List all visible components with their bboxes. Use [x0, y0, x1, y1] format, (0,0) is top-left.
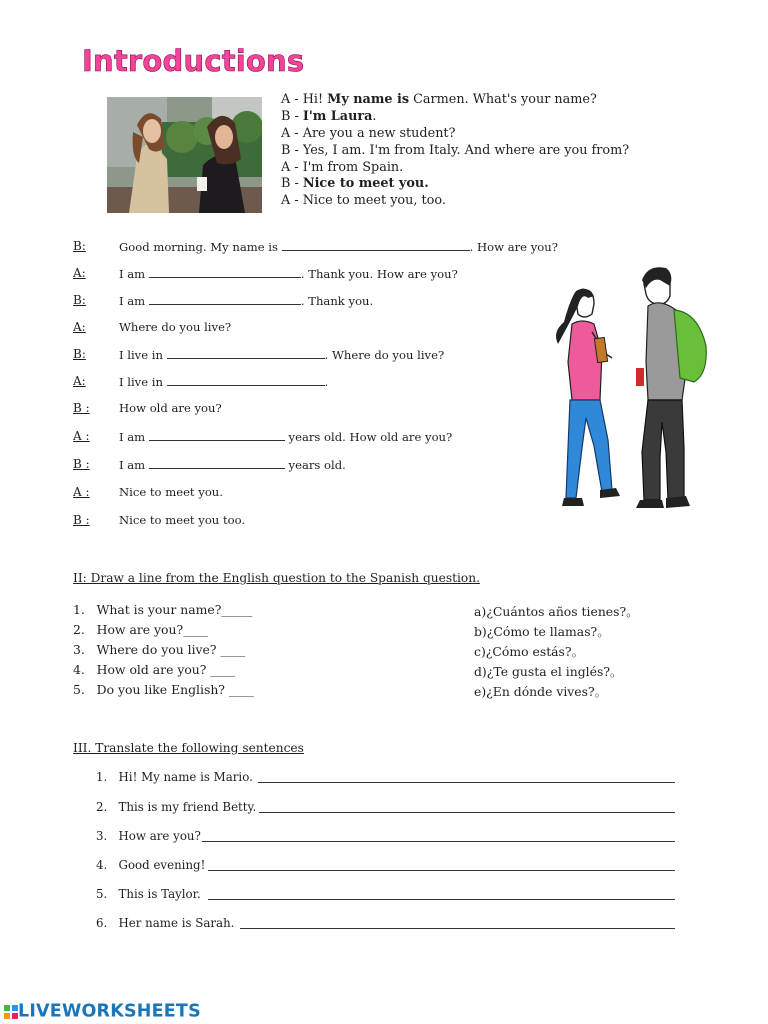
intro-line: A - I'm from Spain. [281, 160, 404, 175]
students-photo [107, 97, 262, 213]
speaker-label: B: [73, 347, 86, 361]
spanish-option[interactable]: d)¿Te gusta el inglés?。 [474, 664, 623, 679]
answer-blank[interactable] [149, 266, 301, 278]
speaker-label: B : [73, 401, 90, 415]
question-item: 3. Where do you live? ____ [73, 642, 246, 657]
speaker-label: B: [73, 239, 86, 253]
speaker-label: A : [73, 485, 90, 499]
dialogue-line: Nice to meet you. [119, 485, 223, 499]
translation-item: 6. Her name is Sarah. [96, 916, 235, 930]
speaker-label: B : [73, 513, 90, 527]
answer-blank[interactable] [149, 293, 301, 305]
logo-text: LIVEWORKSHEETS [18, 1001, 201, 1022]
answer-line[interactable] [208, 899, 675, 900]
dialogue-line: Good morning. My name is . How are you? [119, 240, 558, 254]
spanish-option[interactable]: c)¿Cómo estás?。 [474, 644, 584, 659]
question-item: 2. How are you?____ [73, 622, 208, 637]
intro-line: B - I'm Laura. [281, 109, 377, 124]
answer-line[interactable] [208, 870, 675, 871]
logo-grid-icon [4, 1005, 18, 1019]
question-item: 1. What is your name?_____ [73, 602, 253, 617]
answer-blank[interactable] [149, 457, 285, 469]
answer-line[interactable] [202, 841, 675, 842]
speaker-label: A: [73, 266, 86, 280]
answer-blank[interactable] [167, 374, 325, 386]
answer-blank[interactable] [282, 239, 470, 251]
dialogue-line: How old are you? [119, 401, 222, 415]
question-item: 4. How old are you? ____ [73, 662, 236, 677]
dialogue-line: I am years old. [119, 458, 346, 472]
dialogue-line: I am . Thank you. How are you? [119, 267, 458, 281]
speaker-label: A: [73, 320, 86, 334]
speaker-label: B: [73, 293, 86, 307]
spanish-option[interactable]: a)¿Cuántos años tienes?。 [474, 604, 639, 619]
dialogue-line: I am years old. How old are you? [119, 430, 453, 444]
speaker-label: A: [73, 374, 86, 388]
answer-line[interactable] [259, 812, 675, 813]
intro-line: A - Are you a new student? [281, 126, 456, 141]
dialogue-line: Where do you live? [119, 320, 232, 334]
answer-line[interactable] [240, 928, 675, 929]
spanish-option[interactable]: b)¿Cómo te llamas?。 [474, 624, 610, 639]
dialogue-line: I live in . [119, 375, 329, 389]
intro-line: A - Hi! My name is Carmen. What's your name? [281, 92, 597, 107]
section-heading: II: Draw a line from the English question to the Spanish question. [73, 571, 480, 585]
dialogue-line: I am . Thank you. [119, 294, 374, 308]
liveworksheets-logo [4, 1001, 201, 1022]
answer-blank[interactable] [149, 429, 285, 441]
dialogue-line: I live in . Where do you live? [119, 348, 445, 362]
speaker-label: B : [73, 457, 90, 471]
section-heading: III. Translate the following sentences [73, 741, 304, 755]
intro-line: B - Nice to meet you. [281, 176, 429, 191]
intro-line: A - Nice to meet you, too. [281, 193, 446, 208]
question-item: 5. Do you like English? ____ [73, 682, 254, 697]
spanish-option[interactable]: e)¿En dónde vives?。 [474, 684, 608, 699]
translation-item: 5. This is Taylor. [96, 887, 201, 901]
translation-item: 1. Hi! My name is Mario. [96, 770, 253, 784]
speaker-label: A : [73, 429, 90, 443]
translation-item: 4. Good evening! [96, 858, 206, 872]
intro-line: B - Yes, I am. I'm from Italy. And where are you from? [281, 143, 630, 158]
translation-item: 3. How are you? [96, 829, 201, 843]
translation-item: 2. This is my friend Betty. [96, 800, 257, 814]
dialogue-line: Nice to meet you too. [119, 513, 246, 527]
worksheet-title: Introductions [82, 44, 305, 78]
answer-line[interactable] [258, 782, 675, 783]
students-illustration [548, 262, 712, 512]
answer-blank[interactable] [167, 347, 325, 359]
